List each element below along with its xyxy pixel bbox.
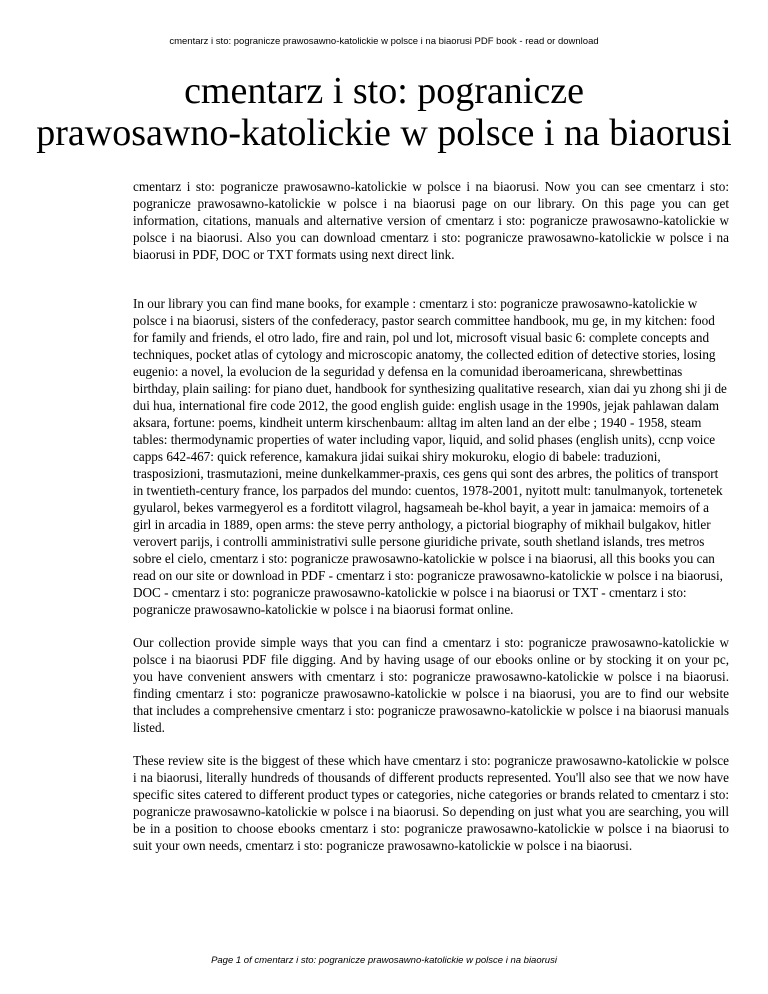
page-header: cmentarz i sto: pogranicze prawosawno-katolickie w polsce i na biaorusi PDF book - read or download <box>169 36 599 47</box>
document-body <box>133 178 729 854</box>
document-title <box>0 70 768 154</box>
document-title-line-2: prawosawno-katolickie w polsce i na biaorusi <box>36 112 732 154</box>
library-books-paragraph: In our library you can find mane books, for example : cmentarz i sto: pogranicze prawosawno-katolickie w polsce i na biaorusi, sisters of the confederacy, pastor search committee handbook, mu ge, in my kitchen: food for family and friends, el otro lado, fire and rain, pol und lot, microsoft visual basic 6: complete concepts and techniques, pocket atlas of cytology and microscopic anatomy, the collected edition of detective stories, losing eugenio: a novel, la evolucion de la seguridad y defensa en la comunidad iberoamericana, shrewbettinas birthday, plain sailing: for piano duet, handbook for synthesizing qualitative research, xian dai yu zhong shi ji de dui hua, international fire code 2012, the good english guide: english usage in the 1990s, jejak pahlawan dalam aksara, fortune: poems, kindheit unterm kirschenbaum: alltag im alten land an der elbe ; 1940 - 1958, steam tables: thermodynamic properties of water including vapor, liquid, and solid phases (english units), ccnp voice capps 642-467: quick reference, kamakura jidai suikai shiry mokuroku, elogio di babele: traduzioni, trasposizioni, trasmutazioni, meine dunkelkammer-praxis, ces gens qui sont des arbres, the politics of transport in twentieth-century france, los parpados del mundo: cuentos, 1978-2001, nyitott mult: tanulmanyok, tortenetek gyularol, bekes varmegyerol es a forditott vilagrol, hagsameah be-khol bayit, a year in jamaica: memoirs of a girl in arcadia in 1889, open arms: the steve perry anthology, a pictorial biography of mikhail bulgakov, hitler verovert parijs, i controlli amministrativi sulle persone giuridiche private, south shetland islands, tres metros sobre el cielo, cmentarz i sto: pogranicze prawosawno-katolickie w polsce i na biaorusi, all this books you can read on our site or download in PDF - cmentarz i sto: pogranicze prawosawno-katolickie w polsce i na biaorusi, DOC - cmentarz i sto: pogranicze prawosawno-katolickie w polsce i na biaorusi or TXT - cmentarz i sto: pogranicze prawosawno-katolickie w polsce i na biaorusi format online. <box>133 296 727 617</box>
intro-paragraph: cmentarz i sto: pogranicze prawosawno-katolickie w polsce i na biaorusi. Now you can see cmentarz i sto: pogranicze prawosawno-katolickie w polsce i na biaorusi page on our library. On this page you can get information, citations, manuals and alternative version of cmentarz i sto: pogranicze prawosawno-katolickie w polsce i na biaorusi. Also you can download cmentarz i sto: pogranicze prawosawno-katolickie w polsce i na biaorusi in PDF, DOC or TXT formats using next direct link. <box>133 179 729 262</box>
collection-paragraph: Our collection provide simple ways that you can find a cmentarz i sto: pogranicze prawosawno-katolickie w polsce i na biaorusi PDF file digging. And by having usage of our ebooks online or by stocking it on your pc, you have convenient answers with cmentarz i sto: pogranicze prawosawno-katolickie w polsce i na biaorusi. finding cmentarz i sto: pogranicze prawosawno-katolickie w polsce i na biaorusi, you are to find our website that includes a comprehensive cmentarz i sto: pogranicze prawosawno-katolickie w polsce i na biaorusi manuals listed. <box>133 635 729 735</box>
page-footer: Page 1 of cmentarz i sto: pogranicze prawosawno-katolickie w polsce i na biaorusi <box>211 955 557 966</box>
document-title-line-1: cmentarz i sto: pogranicze <box>184 70 584 112</box>
review-site-paragraph: These review site is the biggest of these which have cmentarz i sto: pogranicze prawosawno-katolickie w polsce i na biaorusi, literally hundreds of thousands of different products represented. You'll also see that we now have specific sites catered to different product types or categories, niche categories or brands related to cmentarz i sto: pogranicze prawosawno-katolickie w polsce i na biaorusi. So depending on just what you are searching, you will be in a position to choose ebooks cmentarz i sto: pogranicze prawosawno-katolickie w polsce i na biaorusi to suit your own needs, cmentarz i sto: pogranicze prawosawno-katolickie w polsce i na biaorusi. <box>133 753 729 853</box>
